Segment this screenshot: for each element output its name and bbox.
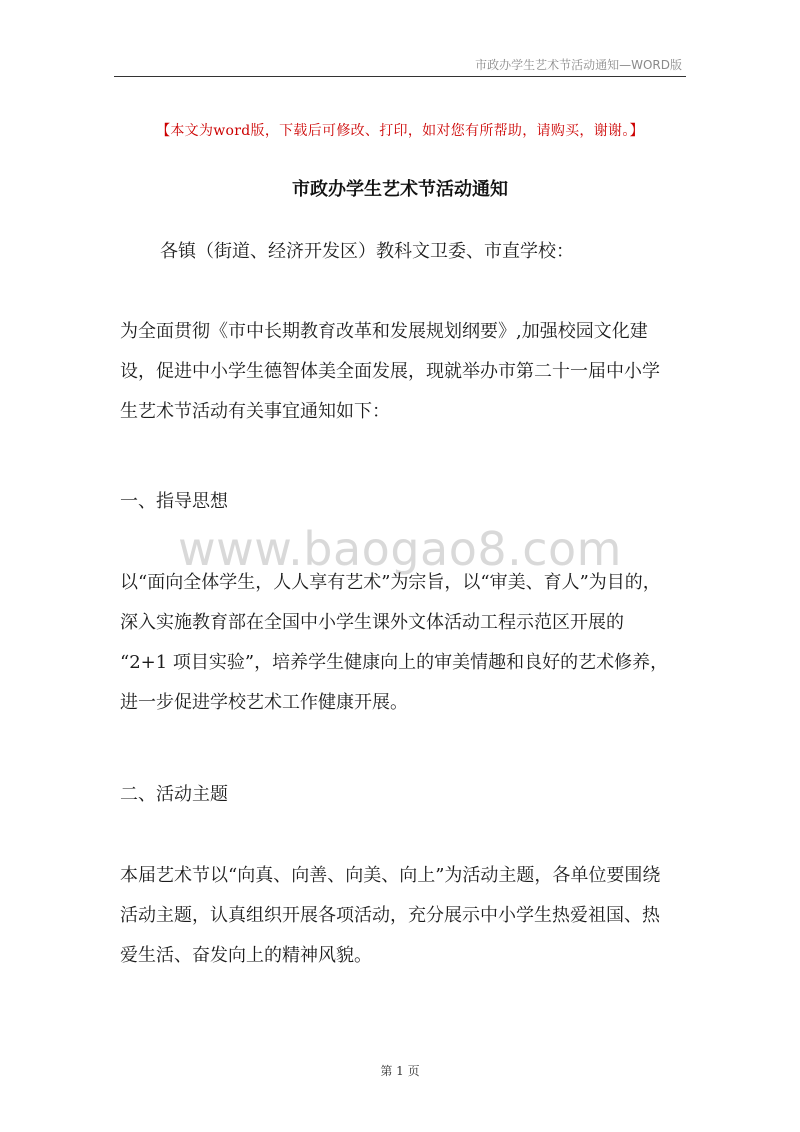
document-title: 市政办学生艺术节活动通知 <box>292 179 508 200</box>
section2-line: 本届艺术节以“向真、向善、向美、向上”为活动主题，各单位要围绕 <box>120 865 661 886</box>
watermark: www.baogao8.com <box>178 522 622 576</box>
intro-line: 为全面贯彻《市中长期教育改革和发展规划纲要》,加强校园文化建 <box>120 321 648 342</box>
section2-line: 活动主题，认真组织开展各项活动，充分展示中小学生热爱祖国、热 <box>120 905 660 926</box>
page-number: 第 1 页 <box>380 1064 420 1078</box>
running-header: 市政办学生艺术节活动通知—WORD版 <box>475 58 682 72</box>
section1-line: “2+1 项目实验”，培养学生健康向上的审美情趣和良好的艺术修养， <box>120 652 669 673</box>
section1-body <box>120 563 692 723</box>
purchase-notice: 【本文为word版，下载后可修改、打印，如对您有所帮助，请购买，谢谢。】 <box>156 123 644 139</box>
section-heading-text: 一、指导思想 <box>120 491 228 512</box>
section2-line: 爱生活、奋发向上的精神风貌。 <box>120 945 372 966</box>
section1-line: 深入实施教育部在全国中小学生课外文体活动工程示范区开展的 <box>120 612 624 633</box>
section2-body <box>120 856 692 976</box>
salutation <box>160 232 732 272</box>
section2-heading <box>120 775 692 815</box>
salutation-line: 各镇（街道、经济开发区）教科文卫委、市直学校： <box>160 241 574 262</box>
intro-line: 设，促进中小学生德智体美全面发展，现就举办市第二十一届中小学 <box>120 361 660 382</box>
section1-heading <box>120 482 692 522</box>
section1-line: 以“面向全体学生，人人享有艺术”为宗旨，以“审美、育人”为目的， <box>120 572 661 593</box>
intro-line: 生艺术节活动有关事宜通知如下： <box>120 401 390 422</box>
header-divider <box>114 76 686 77</box>
intro-paragraph <box>120 312 692 432</box>
section1-line: 进一步促进学校艺术工作健康开展。 <box>120 692 408 713</box>
section-heading-text: 二、活动主题 <box>120 784 228 805</box>
